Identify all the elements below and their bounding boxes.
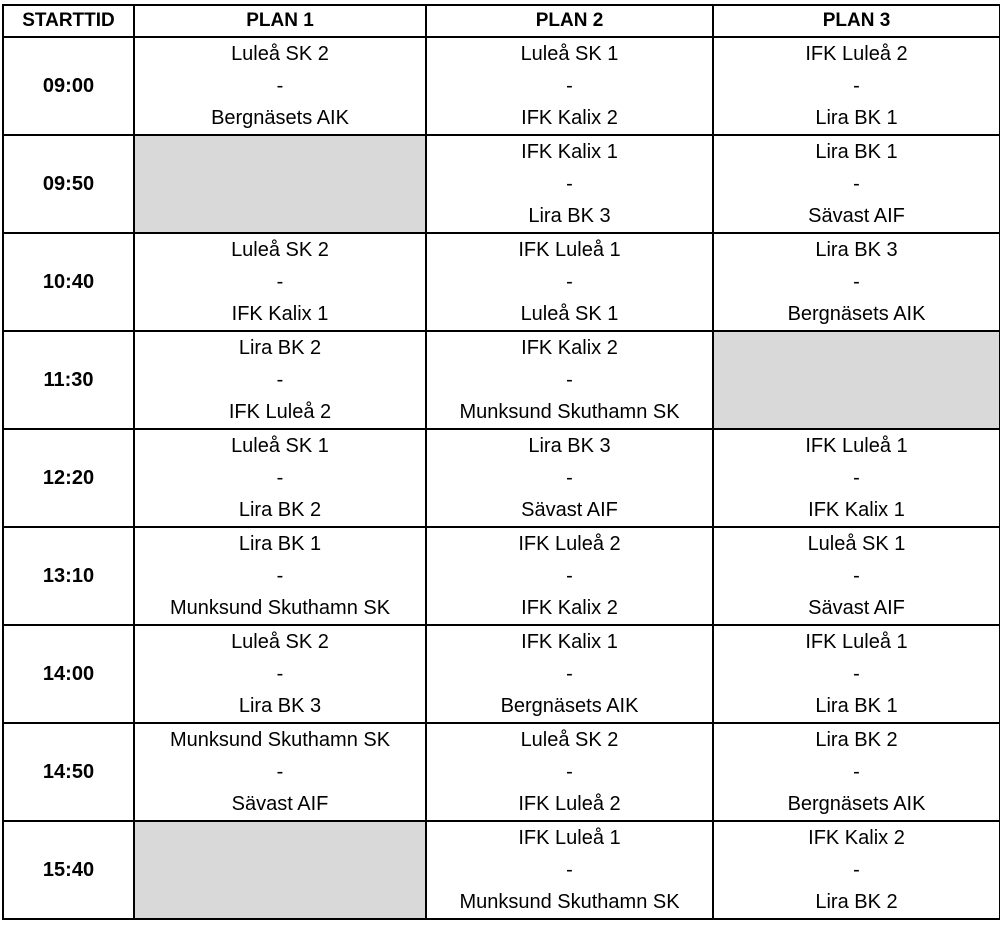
match-separator: - [276,663,284,685]
match-separator: - [566,75,573,97]
start-time: 09:50 [3,135,134,233]
home-team: Munksund Skuthamn SK [169,729,391,751]
away-team: Bergnäsets AIK [787,793,926,815]
away-team: Sävast AIF [808,205,905,227]
start-time: 10:40 [3,233,134,331]
start-time: 14:00 [3,625,134,723]
match-separator: - [853,859,860,881]
match-cell-plan-3 [713,135,1000,233]
header-starttid: STARTTID [3,5,134,37]
home-team: Luleå SK 2 [231,631,329,653]
table-row [3,135,1000,233]
match-cell-plan-3 [713,625,1000,723]
away-team: Luleå SK 1 [520,303,619,325]
match-separator: - [566,761,573,783]
header-plan-2: PLAN 2 [426,5,713,37]
match-separator: - [276,369,284,391]
match-separator: - [276,565,284,587]
away-team: Sävast AIF [521,499,618,521]
start-time: 09:00 [3,37,134,135]
match-cell-plan-1 [134,625,426,723]
match-cell-plan-1 [134,233,426,331]
match-cell-plan-1 [134,37,426,135]
away-team: Lira BK 2 [238,499,322,521]
away-team: IFK Kalix 2 [521,597,618,619]
match-cell-plan-2 [426,37,713,135]
table-row [3,723,1000,821]
home-team: Lira BK 2 [238,337,322,359]
table-row [3,821,1000,919]
match-separator: - [276,761,284,783]
home-team: IFK Luleå 1 [518,239,621,261]
match-separator: - [566,663,573,685]
match-separator: - [566,467,573,489]
start-time: 12:20 [3,429,134,527]
home-team: Lira BK 1 [238,533,322,555]
match-separator: - [853,75,860,97]
table-row [3,429,1000,527]
away-team: Munksund Skuthamn SK [459,891,680,913]
away-team: Lira BK 3 [528,205,611,227]
match-cell-plan-2 [426,723,713,821]
match-separator: - [853,761,860,783]
empty-slot-plan-3 [713,331,1000,429]
table-row [3,233,1000,331]
away-team: Sävast AIF [231,793,329,815]
away-team: Bergnäsets AIK [500,695,639,717]
empty-slot-plan-1 [134,135,426,233]
away-team: Bergnäsets AIK [211,107,349,129]
match-cell-plan-3 [713,723,1000,821]
match-separator: - [566,859,573,881]
home-team: Luleå SK 2 [520,729,619,751]
match-separator: - [276,271,284,293]
away-team: Lira BK 3 [238,695,322,717]
header-row [3,5,1000,37]
home-team: Lira BK 3 [815,239,898,261]
home-team: IFK Kalix 2 [808,827,905,849]
match-separator: - [276,467,284,489]
away-team: Sävast AIF [808,597,905,619]
match-separator: - [853,565,860,587]
match-cell-plan-3 [713,429,1000,527]
match-separator: - [566,173,573,195]
match-separator: - [853,271,860,293]
match-cell-plan-3 [713,233,1000,331]
start-time: 13:10 [3,527,134,625]
match-cell-plan-2 [426,135,713,233]
home-team: Luleå SK 1 [807,533,906,555]
header-plan-3: PLAN 3 [713,5,1000,37]
match-cell-plan-3 [713,37,1000,135]
empty-slot-plan-1 [134,821,426,919]
away-team: IFK Luleå 2 [518,793,621,815]
home-team: IFK Luleå 1 [805,435,908,457]
away-team: Lira BK 1 [815,107,898,129]
table-row [3,331,1000,429]
home-team: IFK Kalix 2 [521,337,618,359]
table-row [3,527,1000,625]
home-team: Luleå SK 1 [231,435,329,457]
home-team: IFK Luleå 2 [518,533,621,555]
header-plan-1: PLAN 1 [134,5,426,37]
home-team: Lira BK 1 [815,141,898,163]
match-cell-plan-2 [426,821,713,919]
away-team: IFK Luleå 2 [228,401,332,423]
match-cell-plan-2 [426,331,713,429]
away-team: IFK Kalix 2 [521,107,618,129]
match-separator: - [276,75,284,97]
start-time: 14:50 [3,723,134,821]
home-team: Lira BK 3 [528,435,611,457]
home-team: Luleå SK 1 [520,43,619,65]
away-team: IFK Kalix 1 [808,499,905,521]
match-separator: - [566,271,573,293]
home-team: Luleå SK 2 [231,43,329,65]
match-cell-plan-2 [426,625,713,723]
table-row [3,37,1000,135]
home-team: IFK Luleå 2 [805,43,908,65]
match-separator: - [566,565,573,587]
home-team: IFK Kalix 1 [521,631,618,653]
match-cell-plan-2 [426,527,713,625]
schedule-body [3,37,1000,919]
away-team: IFK Kalix 1 [231,303,329,325]
match-separator: - [566,369,573,391]
start-time: 15:40 [3,821,134,919]
home-team: IFK Kalix 1 [521,141,618,163]
match-cell-plan-2 [426,429,713,527]
away-team: Munksund Skuthamn SK [169,597,391,619]
match-cell-plan-3 [713,821,1000,919]
home-team: Lira BK 2 [815,729,898,751]
match-cell-plan-1 [134,429,426,527]
match-separator: - [853,663,860,685]
table-row [3,625,1000,723]
match-separator: - [853,173,860,195]
match-schedule-table [2,4,1000,920]
match-cell-plan-3 [713,527,1000,625]
home-team: Luleå SK 2 [231,239,329,261]
away-team: Lira BK 2 [815,891,898,913]
away-team: Munksund Skuthamn SK [459,401,680,423]
away-team: Lira BK 1 [815,695,898,717]
match-cell-plan-1 [134,527,426,625]
match-cell-plan-1 [134,331,426,429]
away-team: Bergnäsets AIK [787,303,926,325]
match-cell-plan-1 [134,723,426,821]
start-time: 11:30 [3,331,134,429]
home-team: IFK Luleå 1 [518,827,621,849]
match-cell-plan-2 [426,233,713,331]
match-separator: - [853,467,860,489]
home-team: IFK Luleå 1 [805,631,908,653]
